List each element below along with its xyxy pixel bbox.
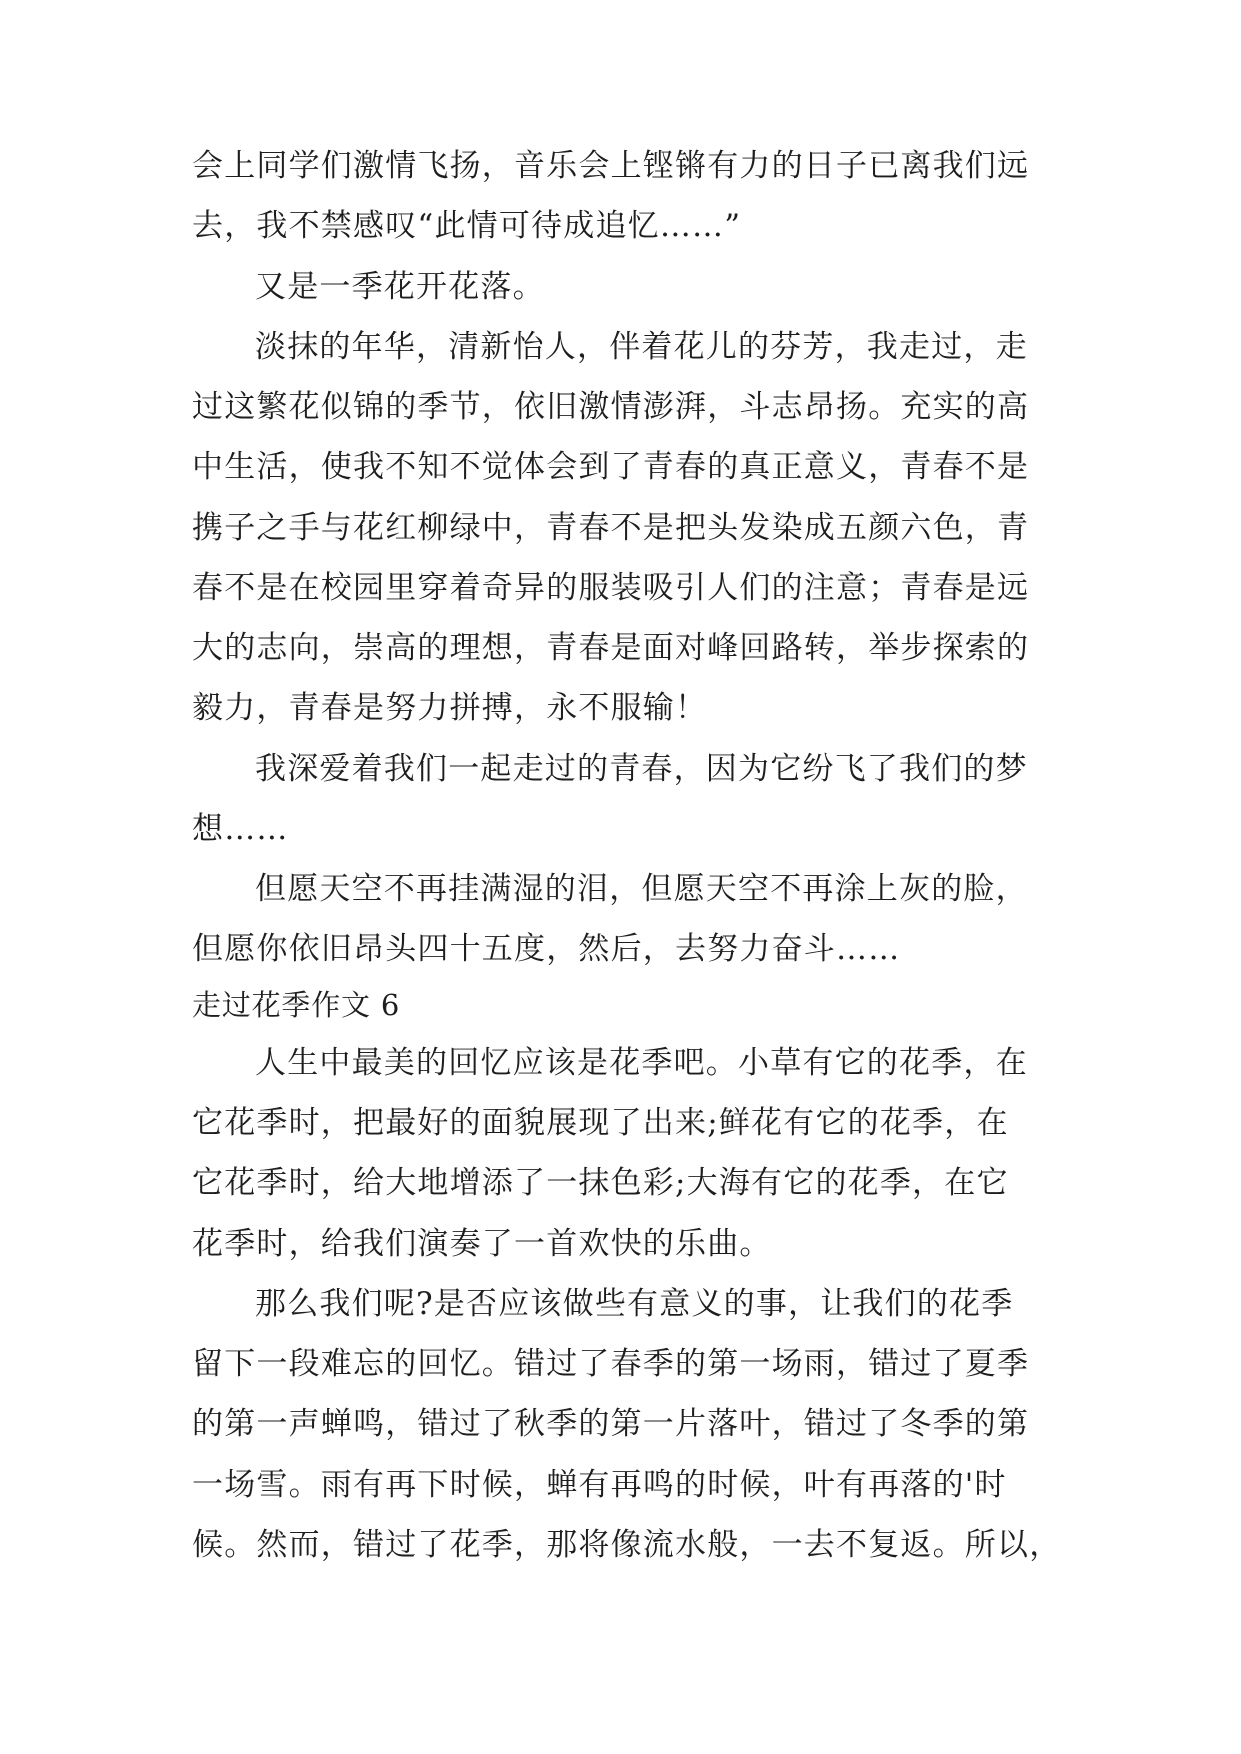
paragraph-line: 我深爱着我们一起走过的青春，因为它纷飞了我们的梦 [255,751,1028,787]
text-line: 去，我不禁感叹“此情可待成追忆……” [192,208,742,244]
section-heading: 走过花季作文 6 [192,988,401,1022]
paragraph-line: 人生中最美的回忆应该是花季吧。小草有它的花季，在 [255,1045,1028,1081]
text-line: 一场雪。雨有再下时候，蝉有再鸣的时候，叶有再落的'时 [192,1467,1007,1503]
text-line: 过这繁花似锦的季节，依旧激情澎湃，斗志昂扬。充实的高 [192,389,1030,425]
paragraph-line: 但愿天空不再挂满湿的泪，但愿天空不再涂上灰的脸， [255,871,1028,907]
text-line: 中生活，使我不知不觉体会到了青春的真正意义，青春不是 [192,449,1030,485]
text-line: 留下一段难忘的回忆。错过了春季的第一场雨，错过了夏季 [192,1346,1030,1382]
paragraph-line: 那么我们呢?是否应该做些有意义的事，让我们的花季 [255,1286,1014,1322]
paragraph-line: 又是一季花开花落。 [255,269,545,305]
text-line: 候。然而，错过了花季，那将像流水般，一去不复返。所以， [192,1527,1062,1563]
text-line: 会上同学们激情飞扬，音乐会上铿锵有力的日子已离我们远 [192,148,1030,184]
text-line: 它花季时，给大地增添了一抹色彩;大海有它的花季，在它 [192,1165,1009,1201]
text-line: 春不是在校园里穿着奇异的服装吸引人们的注意；青春是远 [192,570,1030,606]
text-line: 它花季时，把最好的面貌展现了出来;鲜花有它的花季，在 [192,1105,1009,1141]
text-line: 大的志向，崇高的理想，青春是面对峰回路转，举步探索的 [192,630,1030,666]
paragraph-line: 淡抹的年华，清新怡人，伴着花儿的芬芳，我走过，走 [255,329,1028,365]
text-line: 携子之手与花红柳绿中，青春不是把头发染成五颜六色，青 [192,510,1030,546]
text-line: 想…… [192,811,289,847]
text-line: 的第一声蝉鸣，错过了秋季的第一片落叶，错过了冬季的第 [192,1406,1030,1442]
text-line: 毅力，青春是努力拼搏，永不服输！ [192,690,708,726]
text-line: 但愿你依旧昂头四十五度，然后，去努力奋斗…… [192,931,901,967]
text-line: 花季时，给我们演奏了一首欢快的乐曲。 [192,1226,772,1262]
